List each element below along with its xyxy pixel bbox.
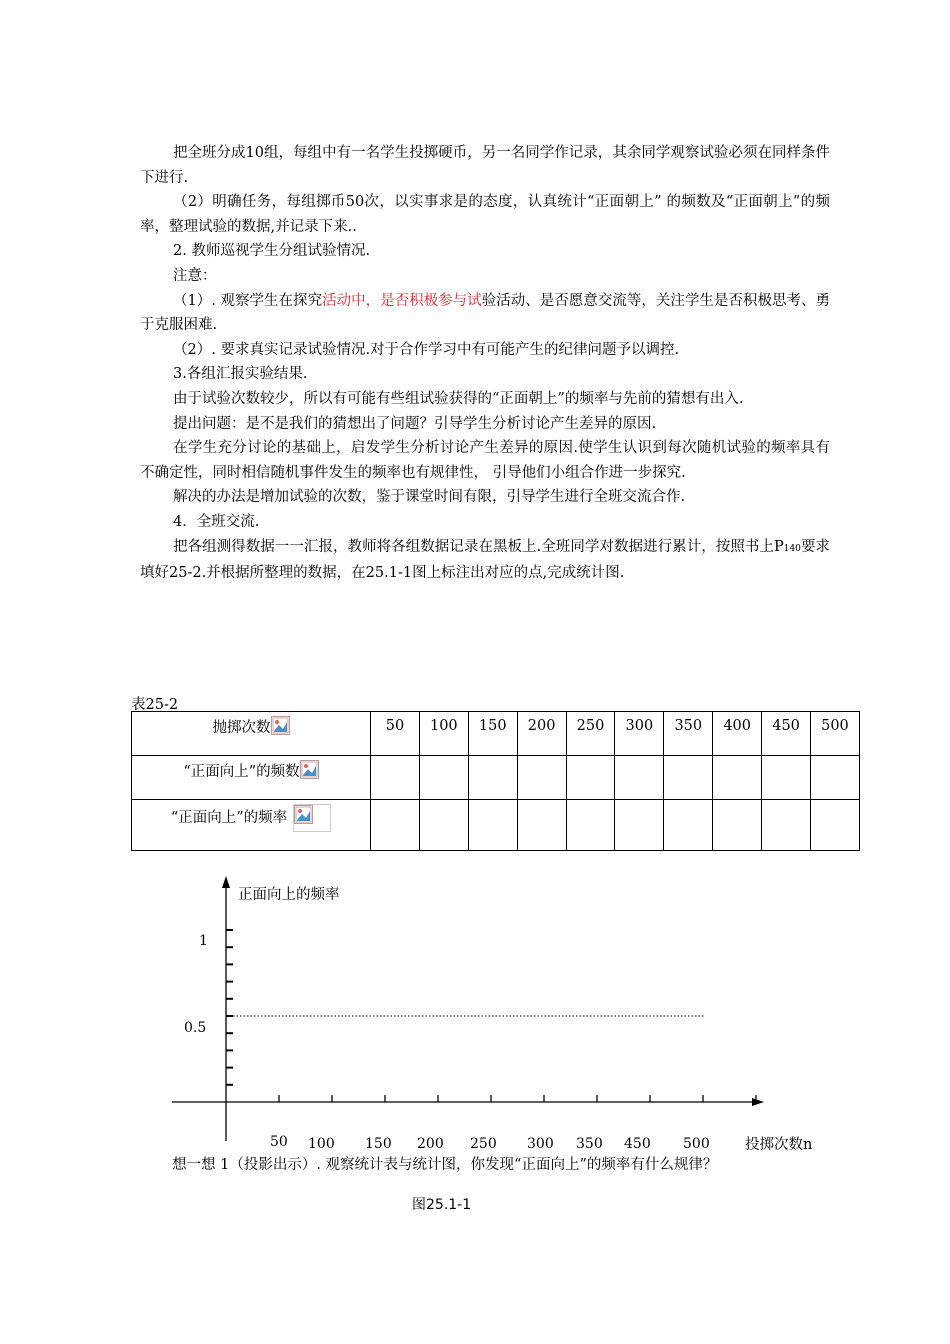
paragraph: 把全班分成10组，每组中有一名学生投掷硬币，另一名同学作记录，其余同学观察试验必须在同样条件下进行.	[140, 145, 830, 186]
row-header-label: “正面向上”的频率	[170, 810, 288, 826]
paragraph: 3.各组汇报实验结果.	[173, 366, 308, 383]
subscript: 140	[783, 543, 801, 554]
x-tick-label: 100	[308, 1136, 335, 1152]
x-tick-label: 300	[527, 1136, 554, 1152]
x-tick-label: 150	[365, 1136, 392, 1152]
paragraph: （2）. 要求真实记录试验情况.对于合作学习中有可能产生的纪律问题予以调控.	[173, 341, 680, 358]
y-axis-arrow	[222, 876, 230, 888]
paragraph: 2. 教师巡视学生分组试验情况.	[173, 243, 371, 260]
table-cell: 450	[762, 712, 811, 756]
table-cell: 100	[419, 712, 468, 756]
x-tick-label: 450	[624, 1136, 651, 1152]
row-header-label: 抛掷次数	[212, 720, 271, 736]
paragraph: 提出问题：是不是我们的猜想出了问题？引导学生分析讨论产生差异的原因.	[173, 415, 657, 432]
paragraph: 注意：	[173, 267, 217, 284]
paragraph: 4．全班交流.	[173, 513, 260, 530]
figure-caption: 图25.1-1	[412, 1197, 472, 1213]
y-tick-label: 0.5	[184, 1020, 207, 1036]
paragraph: 解决的办法是增加试验的次数，鉴于课堂时间有限，引导学生进行全班交流合作.	[173, 489, 686, 506]
table-cell: 350	[664, 712, 713, 756]
paragraph: 由于试验次数较少，所以有可能有些组试验获得的“正面朝上”的频率与先前的猜想有出入.	[173, 390, 744, 407]
x-tick-label: 200	[417, 1136, 444, 1152]
x-tick-label: 350	[576, 1136, 603, 1152]
y-tick-label: 1	[199, 933, 208, 949]
x-axis-arrow	[752, 1098, 764, 1106]
paragraph: （2）明确任务，每组掷币50次，以实事求是的态度，认真统计“正面朝上” 的频数及“正面朝上”的频率，整理试验的数据,并记录下来..	[140, 194, 830, 235]
y-axis-label: 正面向上的频率	[238, 887, 340, 903]
paragraph-text: 验活动、是否愿意交流等，关注学生是否积极思考、勇于克服困难.	[140, 292, 830, 334]
x-tick-label: 500	[683, 1136, 710, 1152]
paragraph-text: 要求填好25-2.并根据所整理的数据，在25.1-1图上标注出对应的点,完成统计图.	[140, 538, 830, 582]
x-tick-label: 250	[470, 1136, 497, 1152]
table-caption: 表25-2	[131, 697, 179, 713]
highlighted-text: 活动中，是否积极参与试	[322, 292, 482, 309]
question-text: 想一想 1（投影出示）. 观察统计表与统计图，你发现“正面向上”的频率有什么规律？	[172, 1157, 718, 1173]
paragraph-text: 把各组测得数据一一汇报，教师将各组数据记录在黑板上.全班同学对数据进行累计，按照书上P	[173, 538, 784, 555]
y-tick-marks	[226, 930, 233, 1085]
x-axis-label: 投掷次数n	[745, 1137, 813, 1153]
x-tick-label: 50	[270, 1134, 288, 1150]
table-cell: 50	[371, 712, 420, 756]
table-cell: 200	[517, 712, 566, 756]
table-cell: 250	[566, 712, 615, 756]
paragraph-text: （1）. 观察学生在探究	[173, 292, 323, 309]
row-header-label: “正面向上”的频数	[183, 764, 300, 780]
table-cell: 400	[713, 712, 762, 756]
table-cell: 300	[615, 712, 664, 756]
paragraph: 在学生充分讨论的基础上，启发学生分析讨论产生差异的原因.使学生认识到每次随机试验的频率具有不确定性，同时相信随机事件发生的频率也有规律性， 引导他们小组合作进一步探究.	[140, 440, 830, 481]
table-cell: 150	[468, 712, 517, 756]
x-tick-marks	[279, 1095, 756, 1102]
table-cell: 500	[811, 712, 860, 756]
